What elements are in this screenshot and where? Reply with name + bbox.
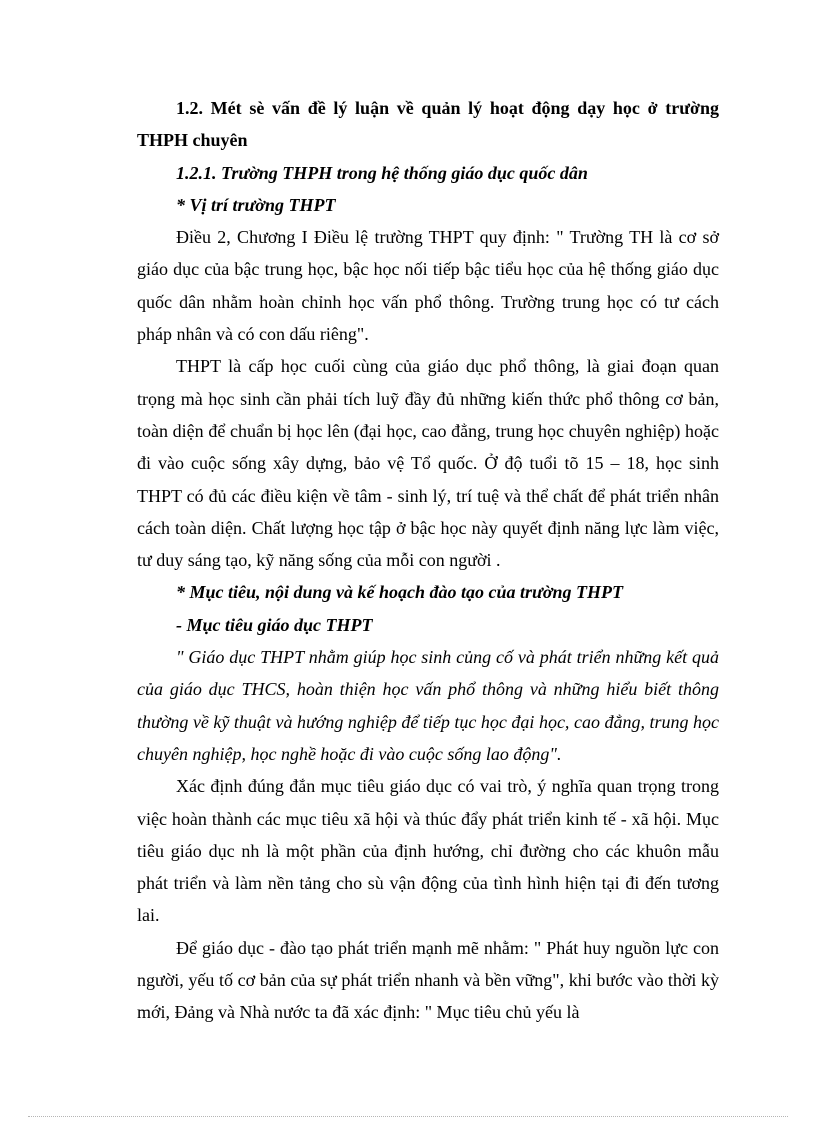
section-heading-1-2: 1.2. Mét sè vấn đề lý luận về quản lý hoạt động dạy học ở trường THPH chuyên xyxy=(137,98,719,151)
document-body xyxy=(137,88,719,1029)
page-bottom-divider xyxy=(28,1116,788,1117)
subheading-school-position: * Vị trí trường THPT xyxy=(176,194,336,215)
paragraph-goal-importance: Xác định đúng đắn mục tiêu giáo dục có vai trò, ý nghĩa quan trọng trong việc hoàn thành các mục tiêu xã hội và thúc đẩy phát triển kinh tế - xã hội. Mục tiêu giáo dục nh là một phần của định hướng, chỉ đường cho các khuôn mẫu phát triển và làm nền tảng cho sù vận động của tình hình hiện tại đi đến tương lai. xyxy=(137,776,719,926)
paragraph-charter-article: Điều 2, Chương I Điều lệ trường THPT quy định: " Trường TH là cơ sở giáo dục của bậc trung học, bậc học nối tiếp bậc tiểu học của hệ thống giáo dục quốc dân nhằm hoàn chỉnh học vấn phổ thông. Trường trung học có tư cách pháp nhân và có con dấu riêng". xyxy=(137,227,719,345)
quote-education-goal: " Giáo dục THPT nhằm giúp học sinh củng cố và phát triển những kết quả của giáo dục THCS, hoàn thiện học vấn phổ thông và những hiểu biết thông thường về kỹ thuật và hướng nghiệp để tiếp tục học đại học, cao đẳng, trung học chuyên nghiệp, học nghề hoặc đi vào cuộc sống lao động". xyxy=(137,647,719,764)
subheading-goals-content-plan: * Mục tiêu, nội dung và kế hoạch đào tạo của trường THPT xyxy=(176,582,623,603)
paragraph-thpt-level: THPT là cấp học cuối cùng của giáo dục phổ thông, là giai đoạn quan trọng mà học sinh cần phải tích luỹ đầy đủ những kiến thức phổ thông cơ bản, toàn diện để chuẩn bị học lên (đại học, cao đẳng, trung học chuyên nghiệp) hoặc đi vào cuộc sống xây dựng, bảo vệ Tổ quốc. Ở độ tuổi tõ 15 – 18, học sinh THPT có đủ các điều kiện về tâm - sinh lý, trí tuệ và thể chất để phát triển nhân cách toàn diện. Chất lượng học tập ở bậc học này quyết định năng lực làm việc, tư duy sáng tạo, kỹ năng sống của mỗi con người . xyxy=(137,356,719,571)
section-heading-1-2-1: 1.2.1. Trường THPH trong hệ thống giáo dục quốc dân xyxy=(176,162,588,183)
subheading-education-goal: - Mục tiêu giáo dục THPT xyxy=(176,614,373,635)
paragraph-development-strategy: Để giáo dục - đào tạo phát triển mạnh mẽ nhằm: " Phát huy nguồn lực con người, yếu tố cơ bản của sự phát triển nhanh và bền vững", khi bước vào thời kỳ mới, Đảng và Nhà nước ta đã xác định: " Mục tiêu chủ yếu là xyxy=(137,937,719,1023)
